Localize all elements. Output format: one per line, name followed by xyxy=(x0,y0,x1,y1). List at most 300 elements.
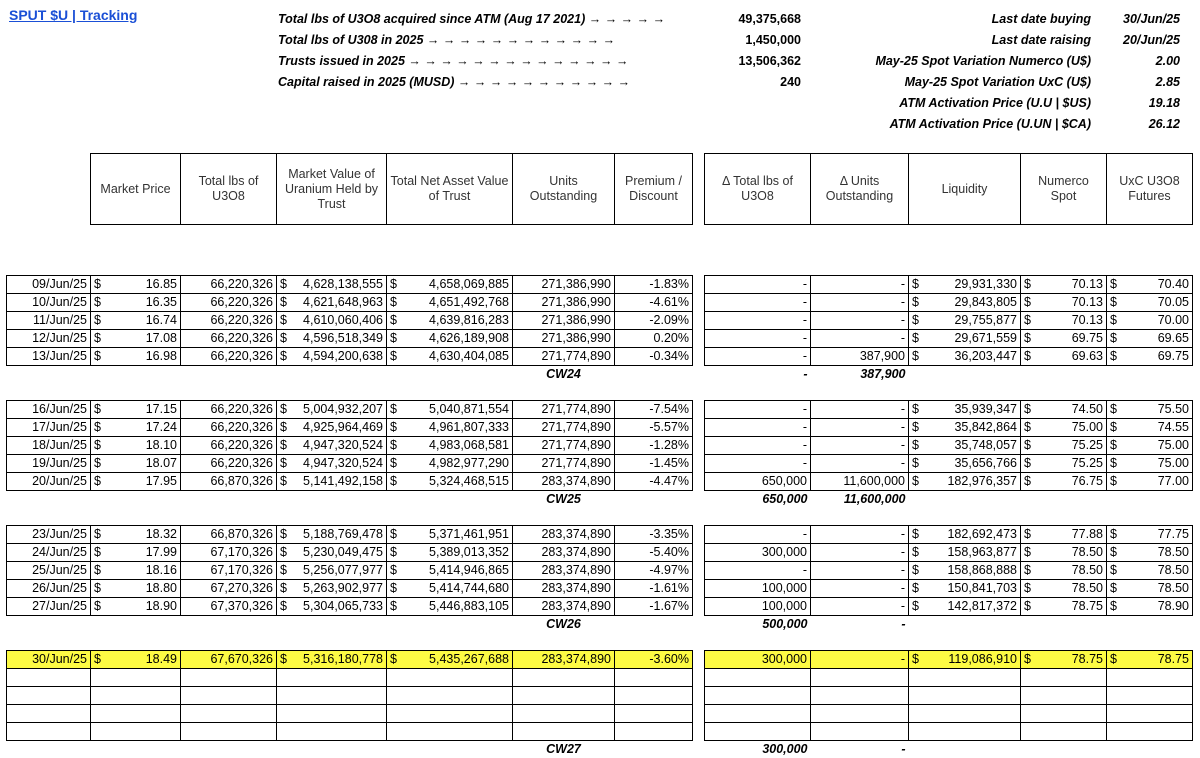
uxc-futures-cell[interactable] xyxy=(1107,544,1193,562)
total-lbs-cell[interactable]: 67,370,326 xyxy=(181,598,277,616)
cell-value: 77.00 xyxy=(1158,473,1189,490)
market-price-cell[interactable] xyxy=(91,348,181,366)
table-row[interactable] xyxy=(7,687,1193,705)
delta-units-cell[interactable]: - xyxy=(811,312,909,330)
nav-cell[interactable] xyxy=(387,651,513,669)
delta-units-cell[interactable]: - xyxy=(811,526,909,544)
premium-cell[interactable] xyxy=(615,705,693,723)
table-row[interactable] xyxy=(7,276,1193,294)
numerco-spot-cell[interactable] xyxy=(1021,651,1107,669)
numerco-spot-cell[interactable] xyxy=(1021,348,1107,366)
nav-cell[interactable] xyxy=(387,598,513,616)
delta-lbs-cell[interactable]: - xyxy=(705,455,811,473)
uxc-futures-cell[interactable] xyxy=(1107,705,1193,723)
currency-symbol: $ xyxy=(912,312,919,329)
liquidity-cell[interactable] xyxy=(909,544,1021,562)
market-value-cell[interactable] xyxy=(277,526,387,544)
liquidity-cell[interactable] xyxy=(909,705,1021,723)
week-summary-row xyxy=(7,741,1193,758)
market-value-cell[interactable] xyxy=(277,544,387,562)
market-price-cell[interactable] xyxy=(91,276,181,294)
cell-value: 18.16 xyxy=(146,562,177,579)
currency-symbol: $ xyxy=(1024,312,1031,329)
market-value-cell[interactable] xyxy=(277,669,387,687)
delta-lbs-cell[interactable]: - xyxy=(705,312,811,330)
cell-value: 36,203,447 xyxy=(954,348,1017,365)
delta-units-cell[interactable] xyxy=(811,669,909,687)
premium-cell[interactable]: -2.09% xyxy=(615,312,693,330)
units-cell[interactable]: 283,374,890 xyxy=(513,544,615,562)
delta-units-cell[interactable]: - xyxy=(811,330,909,348)
page-title[interactable]: SPUT $U | Tracking xyxy=(9,7,137,23)
numerco-spot-cell[interactable] xyxy=(1021,401,1107,419)
table-row[interactable] xyxy=(7,419,1193,437)
units-cell[interactable]: 283,374,890 xyxy=(513,562,615,580)
nav-cell[interactable] xyxy=(387,562,513,580)
total-lbs-cell[interactable] xyxy=(181,723,277,741)
date-cell[interactable] xyxy=(7,705,91,723)
cell-value: 75.25 xyxy=(1072,455,1103,472)
total-lbs-cell[interactable]: 66,870,326 xyxy=(181,473,277,491)
delta-lbs-cell[interactable] xyxy=(705,705,811,723)
uxc-futures-cell[interactable] xyxy=(1107,687,1193,705)
liquidity-cell[interactable] xyxy=(909,687,1021,705)
numerco-spot-cell[interactable] xyxy=(1021,437,1107,455)
delta-lbs-cell[interactable]: - xyxy=(705,294,811,312)
uxc-futures-cell[interactable] xyxy=(1107,348,1193,366)
uxc-futures-cell[interactable] xyxy=(1107,598,1193,616)
summary-value: 13,506,362 xyxy=(738,54,801,68)
currency-symbol: $ xyxy=(390,330,397,347)
week-summary-cell xyxy=(615,491,693,509)
liquidity-cell[interactable] xyxy=(909,651,1021,669)
market-price-cell[interactable] xyxy=(91,544,181,562)
total-lbs-cell[interactable]: 66,220,326 xyxy=(181,348,277,366)
delta-units-cell[interactable] xyxy=(811,705,909,723)
market-value-cell[interactable] xyxy=(277,651,387,669)
nav-cell[interactable] xyxy=(387,294,513,312)
cell-value: 17.95 xyxy=(146,473,177,490)
market-value-cell[interactable] xyxy=(277,276,387,294)
date-cell[interactable]: 09/Jun/25 xyxy=(7,276,91,294)
table-row[interactable] xyxy=(7,544,1193,562)
numerco-spot-cell[interactable] xyxy=(1021,330,1107,348)
uxc-futures-cell[interactable] xyxy=(1107,455,1193,473)
table-row[interactable] xyxy=(7,526,1193,544)
delta-lbs-cell[interactable]: - xyxy=(705,526,811,544)
delta-units-cell[interactable]: - xyxy=(811,562,909,580)
market-value-cell[interactable] xyxy=(277,419,387,437)
premium-cell[interactable] xyxy=(615,669,693,687)
market-price-cell[interactable] xyxy=(91,330,181,348)
uxc-futures-cell[interactable] xyxy=(1107,562,1193,580)
liquidity-cell[interactable] xyxy=(909,473,1021,491)
delta-lbs-cell[interactable] xyxy=(705,687,811,705)
premium-cell[interactable]: -1.61% xyxy=(615,580,693,598)
delta-units-cell[interactable]: - xyxy=(811,598,909,616)
table-row[interactable] xyxy=(7,723,1193,741)
currency-symbol: $ xyxy=(280,651,287,668)
premium-cell[interactable] xyxy=(615,687,693,705)
market-price-cell[interactable] xyxy=(91,723,181,741)
liquidity-cell[interactable] xyxy=(909,598,1021,616)
delta-lbs-cell[interactable]: - xyxy=(705,348,811,366)
units-cell[interactable]: 271,386,990 xyxy=(513,312,615,330)
delta-lbs-cell[interactable]: - xyxy=(705,437,811,455)
total-lbs-cell[interactable]: 66,870,326 xyxy=(181,526,277,544)
market-price-cell[interactable] xyxy=(91,401,181,419)
table-row[interactable] xyxy=(7,330,1193,348)
liquidity-cell[interactable] xyxy=(909,723,1021,741)
numerco-spot-cell[interactable] xyxy=(1021,473,1107,491)
delta-lbs-cell[interactable]: - xyxy=(705,401,811,419)
total-lbs-cell[interactable]: 66,220,326 xyxy=(181,330,277,348)
delta-units-cell[interactable]: - xyxy=(811,294,909,312)
total-lbs-cell[interactable]: 66,220,326 xyxy=(181,455,277,473)
market-value-cell[interactable] xyxy=(277,580,387,598)
uxc-futures-cell[interactable] xyxy=(1107,276,1193,294)
delta-lbs-cell[interactable] xyxy=(705,669,811,687)
date-cell[interactable] xyxy=(7,669,91,687)
table-row[interactable] xyxy=(7,705,1193,723)
numerco-spot-cell[interactable] xyxy=(1021,562,1107,580)
premium-cell[interactable]: -7.54% xyxy=(615,401,693,419)
currency-symbol: $ xyxy=(1110,455,1117,472)
market-price-cell[interactable] xyxy=(91,580,181,598)
liquidity-cell[interactable] xyxy=(909,419,1021,437)
market-price-cell[interactable] xyxy=(91,473,181,491)
market-price-cell[interactable] xyxy=(91,705,181,723)
total-lbs-cell[interactable]: 67,170,326 xyxy=(181,562,277,580)
date-cell[interactable]: 20/Jun/25 xyxy=(7,473,91,491)
delta-units-cell[interactable]: - xyxy=(811,455,909,473)
units-cell[interactable] xyxy=(513,705,615,723)
nav-cell[interactable] xyxy=(387,312,513,330)
nav-cell[interactable] xyxy=(387,526,513,544)
total-lbs-cell[interactable]: 67,270,326 xyxy=(181,580,277,598)
delta-units-cell[interactable]: - xyxy=(811,437,909,455)
market-price-cell[interactable] xyxy=(91,419,181,437)
currency-symbol: $ xyxy=(390,473,397,490)
units-cell[interactable]: 271,386,990 xyxy=(513,294,615,312)
liquidity-cell[interactable] xyxy=(909,330,1021,348)
market-price-cell[interactable] xyxy=(91,437,181,455)
uxc-futures-cell[interactable] xyxy=(1107,437,1193,455)
date-cell[interactable]: 27/Jun/25 xyxy=(7,598,91,616)
nav-cell[interactable] xyxy=(387,330,513,348)
date-cell[interactable]: 19/Jun/25 xyxy=(7,455,91,473)
delta-lbs-cell[interactable]: 300,000 xyxy=(705,544,811,562)
uxc-futures-cell[interactable] xyxy=(1107,526,1193,544)
premium-cell[interactable]: -1.83% xyxy=(615,276,693,294)
delta-lbs-cell[interactable]: - xyxy=(705,419,811,437)
uxc-futures-cell[interactable] xyxy=(1107,669,1193,687)
table-row[interactable] xyxy=(7,669,1193,687)
premium-cell[interactable]: -5.57% xyxy=(615,419,693,437)
total-lbs-cell[interactable] xyxy=(181,687,277,705)
market-price-cell[interactable] xyxy=(91,669,181,687)
cell-value: 158,963,877 xyxy=(947,544,1017,561)
units-cell[interactable]: 283,374,890 xyxy=(513,598,615,616)
cell-value: 74.55 xyxy=(1158,419,1189,436)
market-value-cell[interactable] xyxy=(277,455,387,473)
units-cell[interactable]: 271,774,890 xyxy=(513,455,615,473)
market-value-cell[interactable] xyxy=(277,687,387,705)
numerco-spot-cell[interactable] xyxy=(1021,419,1107,437)
liquidity-cell[interactable] xyxy=(909,526,1021,544)
date-cell[interactable]: 26/Jun/25 xyxy=(7,580,91,598)
liquidity-cell[interactable] xyxy=(909,312,1021,330)
numerco-spot-cell[interactable] xyxy=(1021,455,1107,473)
liquidity-cell[interactable] xyxy=(909,562,1021,580)
numerco-spot-cell[interactable] xyxy=(1021,312,1107,330)
uxc-futures-cell[interactable] xyxy=(1107,473,1193,491)
date-cell[interactable]: 16/Jun/25 xyxy=(7,401,91,419)
cell-value: 78.75 xyxy=(1072,651,1103,668)
total-lbs-cell[interactable]: 67,170,326 xyxy=(181,544,277,562)
nav-cell[interactable] xyxy=(387,544,513,562)
uxc-futures-cell[interactable] xyxy=(1107,330,1193,348)
nav-cell[interactable] xyxy=(387,687,513,705)
currency-symbol: $ xyxy=(94,276,101,293)
liquidity-cell[interactable] xyxy=(909,276,1021,294)
numerco-spot-cell[interactable] xyxy=(1021,669,1107,687)
week-summary-cell xyxy=(1107,741,1193,758)
market-price-cell[interactable] xyxy=(91,562,181,580)
delta-units-cell[interactable]: - xyxy=(811,419,909,437)
delta-units-cell[interactable]: - xyxy=(811,651,909,669)
delta-units-cell[interactable]: 11,600,000 xyxy=(811,473,909,491)
delta-lbs-cell[interactable]: 100,000 xyxy=(705,598,811,616)
numerco-spot-cell[interactable] xyxy=(1021,598,1107,616)
total-lbs-cell[interactable] xyxy=(181,705,277,723)
market-price-cell[interactable] xyxy=(91,526,181,544)
premium-cell[interactable]: -0.34% xyxy=(615,348,693,366)
table-row[interactable] xyxy=(7,312,1193,330)
units-cell[interactable]: 271,774,890 xyxy=(513,437,615,455)
market-value-cell[interactable] xyxy=(277,598,387,616)
units-cell[interactable]: 271,774,890 xyxy=(513,419,615,437)
liquidity-cell[interactable] xyxy=(909,294,1021,312)
cell-value: 69.75 xyxy=(1158,348,1189,365)
uxc-futures-cell[interactable] xyxy=(1107,401,1193,419)
total-lbs-cell[interactable]: 66,220,326 xyxy=(181,312,277,330)
table-row[interactable] xyxy=(7,473,1193,491)
delta-lbs-cell[interactable] xyxy=(705,723,811,741)
delta-units-cell[interactable]: 387,900 xyxy=(811,348,909,366)
delta-units-cell[interactable] xyxy=(811,687,909,705)
nav-cell[interactable] xyxy=(387,437,513,455)
uxc-futures-cell[interactable] xyxy=(1107,419,1193,437)
cell-value: 29,931,330 xyxy=(954,276,1017,293)
delta-lbs-cell[interactable]: 100,000 xyxy=(705,580,811,598)
week-summary-row xyxy=(7,616,1193,634)
nav-cell[interactable] xyxy=(387,705,513,723)
table-row[interactable] xyxy=(7,455,1193,473)
cell-value: 5,230,049,475 xyxy=(303,544,383,561)
market-value-cell[interactable] xyxy=(277,401,387,419)
uxc-futures-cell[interactable] xyxy=(1107,651,1193,669)
premium-cell[interactable]: -4.97% xyxy=(615,562,693,580)
uxc-futures-cell[interactable] xyxy=(1107,312,1193,330)
premium-cell[interactable]: -5.40% xyxy=(615,544,693,562)
date-cell[interactable]: 17/Jun/25 xyxy=(7,419,91,437)
total-lbs-cell[interactable]: 67,670,326 xyxy=(181,651,277,669)
table-row[interactable] xyxy=(7,294,1193,312)
premium-cell[interactable]: -4.47% xyxy=(615,473,693,491)
premium-cell[interactable]: -3.60% xyxy=(615,651,693,669)
numerco-spot-cell[interactable] xyxy=(1021,705,1107,723)
nav-cell[interactable] xyxy=(387,455,513,473)
liquidity-cell[interactable] xyxy=(909,455,1021,473)
total-lbs-cell[interactable] xyxy=(181,669,277,687)
uxc-futures-cell[interactable] xyxy=(1107,294,1193,312)
date-cell[interactable]: 30/Jun/25 xyxy=(7,651,91,669)
table-row[interactable] xyxy=(7,401,1193,419)
uxc-futures-cell[interactable] xyxy=(1107,580,1193,598)
units-cell[interactable]: 283,374,890 xyxy=(513,473,615,491)
market-price-cell[interactable] xyxy=(91,455,181,473)
liquidity-cell[interactable] xyxy=(909,669,1021,687)
delta-lbs-cell[interactable]: - xyxy=(705,562,811,580)
column-gap xyxy=(693,401,705,419)
uxc-futures-cell[interactable] xyxy=(1107,723,1193,741)
delta-units-cell[interactable] xyxy=(811,723,909,741)
delta-lbs-cell[interactable]: - xyxy=(705,276,811,294)
table-row[interactable] xyxy=(7,651,1193,669)
market-value-cell[interactable] xyxy=(277,705,387,723)
market-value-cell[interactable] xyxy=(277,473,387,491)
premium-cell[interactable]: -3.35% xyxy=(615,526,693,544)
summary-label: May-25 Spot Variation UxC (U$) xyxy=(905,75,1091,89)
units-cell[interactable]: 283,374,890 xyxy=(513,526,615,544)
numerco-spot-cell[interactable] xyxy=(1021,276,1107,294)
units-cell[interactable] xyxy=(513,669,615,687)
numerco-spot-cell[interactable] xyxy=(1021,294,1107,312)
cell-value: 4,628,138,555 xyxy=(303,276,383,293)
nav-cell[interactable] xyxy=(387,723,513,741)
units-cell[interactable]: 271,774,890 xyxy=(513,401,615,419)
delta-lbs-cell[interactable]: - xyxy=(705,330,811,348)
numerco-spot-cell[interactable] xyxy=(1021,723,1107,741)
nav-cell[interactable] xyxy=(387,419,513,437)
units-cell[interactable]: 283,374,890 xyxy=(513,651,615,669)
total-lbs-cell[interactable]: 66,220,326 xyxy=(181,419,277,437)
currency-symbol: $ xyxy=(912,348,919,365)
premium-cell[interactable]: -1.45% xyxy=(615,455,693,473)
delta-lbs-cell[interactable]: 650,000 xyxy=(705,473,811,491)
market-value-cell[interactable] xyxy=(277,330,387,348)
nav-cell[interactable] xyxy=(387,276,513,294)
nav-cell[interactable] xyxy=(387,473,513,491)
delta-units-cell[interactable]: - xyxy=(811,580,909,598)
currency-symbol: $ xyxy=(94,455,101,472)
date-cell[interactable]: 23/Jun/25 xyxy=(7,526,91,544)
market-price-cell[interactable] xyxy=(91,651,181,669)
delta-lbs-cell[interactable]: 300,000 xyxy=(705,651,811,669)
market-price-cell[interactable] xyxy=(91,312,181,330)
date-cell[interactable]: 18/Jun/25 xyxy=(7,437,91,455)
numerco-spot-cell[interactable] xyxy=(1021,526,1107,544)
currency-symbol: $ xyxy=(390,312,397,329)
units-cell[interactable] xyxy=(513,723,615,741)
column-gap xyxy=(693,312,705,330)
date-cell[interactable] xyxy=(7,687,91,705)
cell-value: 17.15 xyxy=(146,401,177,418)
date-cell[interactable]: 12/Jun/25 xyxy=(7,330,91,348)
market-value-cell[interactable] xyxy=(277,437,387,455)
premium-cell[interactable]: -1.28% xyxy=(615,437,693,455)
currency-symbol: $ xyxy=(94,651,101,668)
premium-cell[interactable]: -1.67% xyxy=(615,598,693,616)
market-price-cell[interactable] xyxy=(91,598,181,616)
date-cell[interactable]: 10/Jun/25 xyxy=(7,294,91,312)
units-cell[interactable]: 271,386,990 xyxy=(513,330,615,348)
spacer-cell xyxy=(7,383,1193,401)
nav-cell[interactable] xyxy=(387,669,513,687)
nav-cell[interactable] xyxy=(387,401,513,419)
units-cell[interactable]: 271,386,990 xyxy=(513,276,615,294)
table-row[interactable] xyxy=(7,348,1193,366)
delta-units-cell[interactable]: - xyxy=(811,276,909,294)
numerco-spot-cell[interactable] xyxy=(1021,687,1107,705)
date-cell[interactable]: 13/Jun/25 xyxy=(7,348,91,366)
market-value-cell[interactable] xyxy=(277,312,387,330)
table-row[interactable] xyxy=(7,437,1193,455)
table-row[interactable] xyxy=(7,580,1193,598)
currency-symbol: $ xyxy=(912,455,919,472)
week-summary-cell xyxy=(1021,616,1107,634)
units-cell[interactable]: 271,774,890 xyxy=(513,348,615,366)
summary-label: ATM Activation Price (U.UN | $CA) xyxy=(890,117,1091,131)
liquidity-cell[interactable] xyxy=(909,437,1021,455)
market-value-cell[interactable] xyxy=(277,562,387,580)
market-value-cell[interactable] xyxy=(277,294,387,312)
numerco-spot-cell[interactable] xyxy=(1021,580,1107,598)
nav-cell[interactable] xyxy=(387,348,513,366)
liquidity-cell[interactable] xyxy=(909,348,1021,366)
total-lbs-cell[interactable]: 66,220,326 xyxy=(181,401,277,419)
premium-cell[interactable]: -4.61% xyxy=(615,294,693,312)
total-lbs-cell[interactable]: 66,220,326 xyxy=(181,294,277,312)
delta-units-cell[interactable]: - xyxy=(811,401,909,419)
currency-symbol: $ xyxy=(1110,419,1117,436)
nav-cell[interactable] xyxy=(387,580,513,598)
market-price-cell[interactable] xyxy=(91,294,181,312)
total-lbs-cell[interactable]: 66,220,326 xyxy=(181,437,277,455)
date-cell[interactable]: 11/Jun/25 xyxy=(7,312,91,330)
market-value-cell[interactable] xyxy=(277,723,387,741)
premium-cell[interactable]: 0.20% xyxy=(615,330,693,348)
week-summary-cell xyxy=(693,616,705,634)
date-cell[interactable] xyxy=(7,723,91,741)
total-lbs-cell[interactable]: 66,220,326 xyxy=(181,276,277,294)
units-cell[interactable] xyxy=(513,687,615,705)
numerco-spot-cell[interactable] xyxy=(1021,544,1107,562)
date-cell[interactable]: 24/Jun/25 xyxy=(7,544,91,562)
units-cell[interactable]: 283,374,890 xyxy=(513,580,615,598)
market-price-cell[interactable] xyxy=(91,687,181,705)
cell-value: 29,755,877 xyxy=(954,312,1017,329)
liquidity-cell[interactable] xyxy=(909,401,1021,419)
date-cell[interactable]: 25/Jun/25 xyxy=(7,562,91,580)
market-value-cell[interactable] xyxy=(277,348,387,366)
table-row[interactable] xyxy=(7,562,1193,580)
table-row[interactable] xyxy=(7,598,1193,616)
delta-units-cell[interactable]: - xyxy=(811,544,909,562)
liquidity-cell[interactable] xyxy=(909,580,1021,598)
premium-cell[interactable] xyxy=(615,723,693,741)
